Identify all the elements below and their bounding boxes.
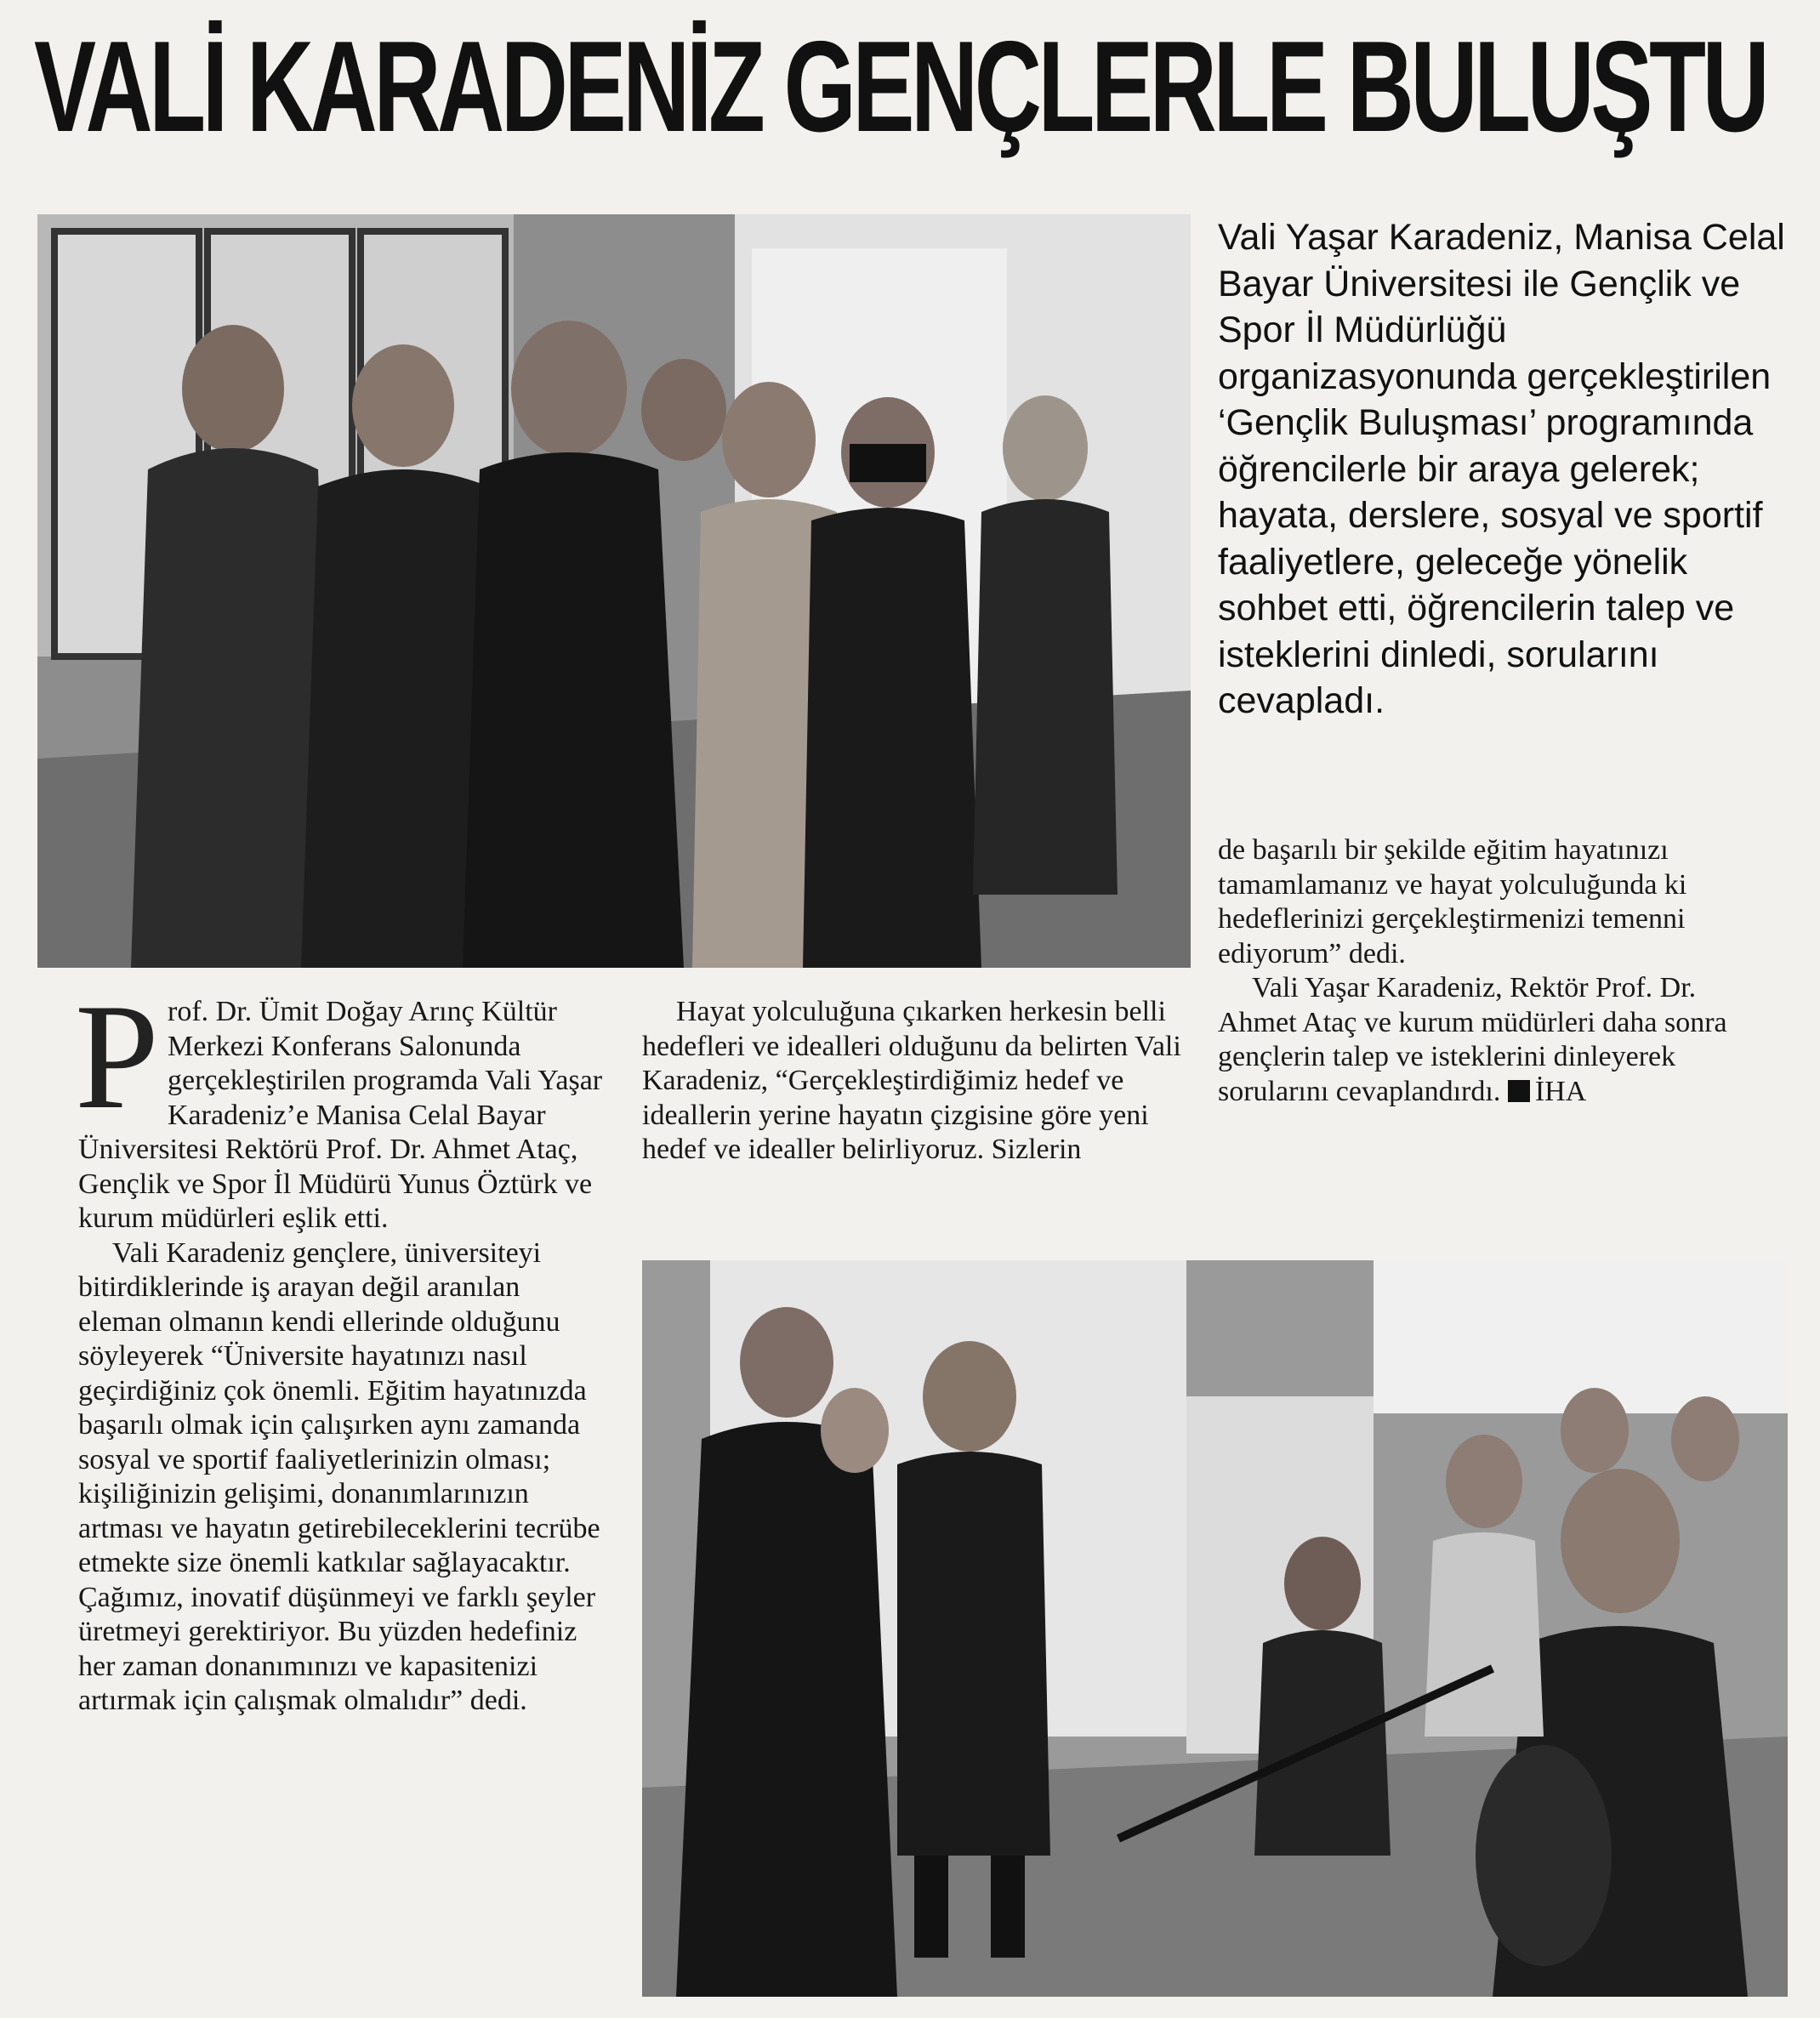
- article-column-middle: [642, 995, 1186, 1168]
- paragraph-1: [75, 972, 606, 1236]
- paragraph-4: de başarılı bir şekilde eğitim hayatınızı tamamlamanız ve hayat yolculuğunda ki hedeflerinizi gerçekleştirmenizi temenni ediyorum” dedi.: [1218, 834, 1687, 969]
- paragraph-3: Hayat yolculuğuna çıkarken herkesin belli hedefleri ve idealleri olduğunu da belirten Vali Karadeniz, “Gerçekleştirdiğimiz hedef ve ideallerin yerine hayatın çizgisine göre yeni hedef ve idealler belirliyoruz. Sizlerin: [642, 996, 1181, 1165]
- paragraph-2: Vali Karadeniz gençlere, üniversiteyi bitirdiklerinde iş arayan değil aranılan eleman olmanın kendi ellerinde olduğunu söyleyerek “Üniversite hayatınızı nasıl geçirdiğiniz çok önemli. Eğitim hayatınızda başarılı olmak için çalışırken aynı zamanda sosyal ve sportif faaliyetlerinizin olması; kişiliğinizin gelişimi, donanımlarınızın artması ve hayatın getirebileceklerini tecrübe etmekte size önemli katkılar sağlayacaktır. Çağımız, inovatif düşünmeyi ve farklı şeyler üretmeyi gerektiriyor. Bu yüzden hedefiniz her zaman donanımınızı ve kapasitenizi artırmak için çalışmak olmalıdır” dedi.: [78, 1236, 600, 1716]
- photo-top-illustration: [37, 214, 1191, 968]
- square-bullet-icon: [1508, 1080, 1530, 1102]
- paragraph-1-text: rof. Dr. Ümit Doğay Arınç Kültür Merkezi Konferans Salonunda gerçekleştirilen programda Vali Yaşar Karadeniz’e Manisa Celal Bayar Üniversitesi Rektörü Prof. Dr. Ahmet Ataç, Gençlik ve Spor İl Müdürü Yunus Öztürk ve kurum müdürleri eşlik etti.: [78, 996, 603, 1234]
- headline: VALİ KARADENİZ GENÇLERLE BULUŞTU: [34, 14, 1766, 159]
- photo-governor-with-students: [37, 214, 1191, 968]
- lead-paragraph: Vali Yaşar Karadeniz, Manisa Celal Bayar Üniversitesi ile Gençlik ve Spor İl Müdürlüğü organizasyonunda gerçekleştirilen ‘Gençlik Buluşması’ programında öğrencilerle bir araya gelerek; hayata, derslere, sosyal ve sportif faaliyetlere, geleceğe yönelik sohbet etti, öğrencilerin talep ve isteklerini dinledi, sorularını cevapladı.: [1218, 217, 1785, 721]
- photo-bottom-illustration: [642, 1260, 1788, 1997]
- article-column-right: [1218, 833, 1771, 1109]
- drop-cap: P: [75, 972, 159, 1140]
- paragraph-5: [1218, 971, 1771, 1109]
- agency-signature: İHA: [1534, 1075, 1587, 1107]
- paragraph-5-text: Vali Yaşar Karadeniz, Rektör Prof. Dr. Ahmet Ataç ve kurum müdürleri daha sonra gençlerin talep ve isteklerini dinleyerek sorularını cevaplandırdı.: [1218, 972, 1727, 1107]
- photo-students-performing-music: [642, 1260, 1788, 1997]
- article-column-left: [75, 972, 606, 1719]
